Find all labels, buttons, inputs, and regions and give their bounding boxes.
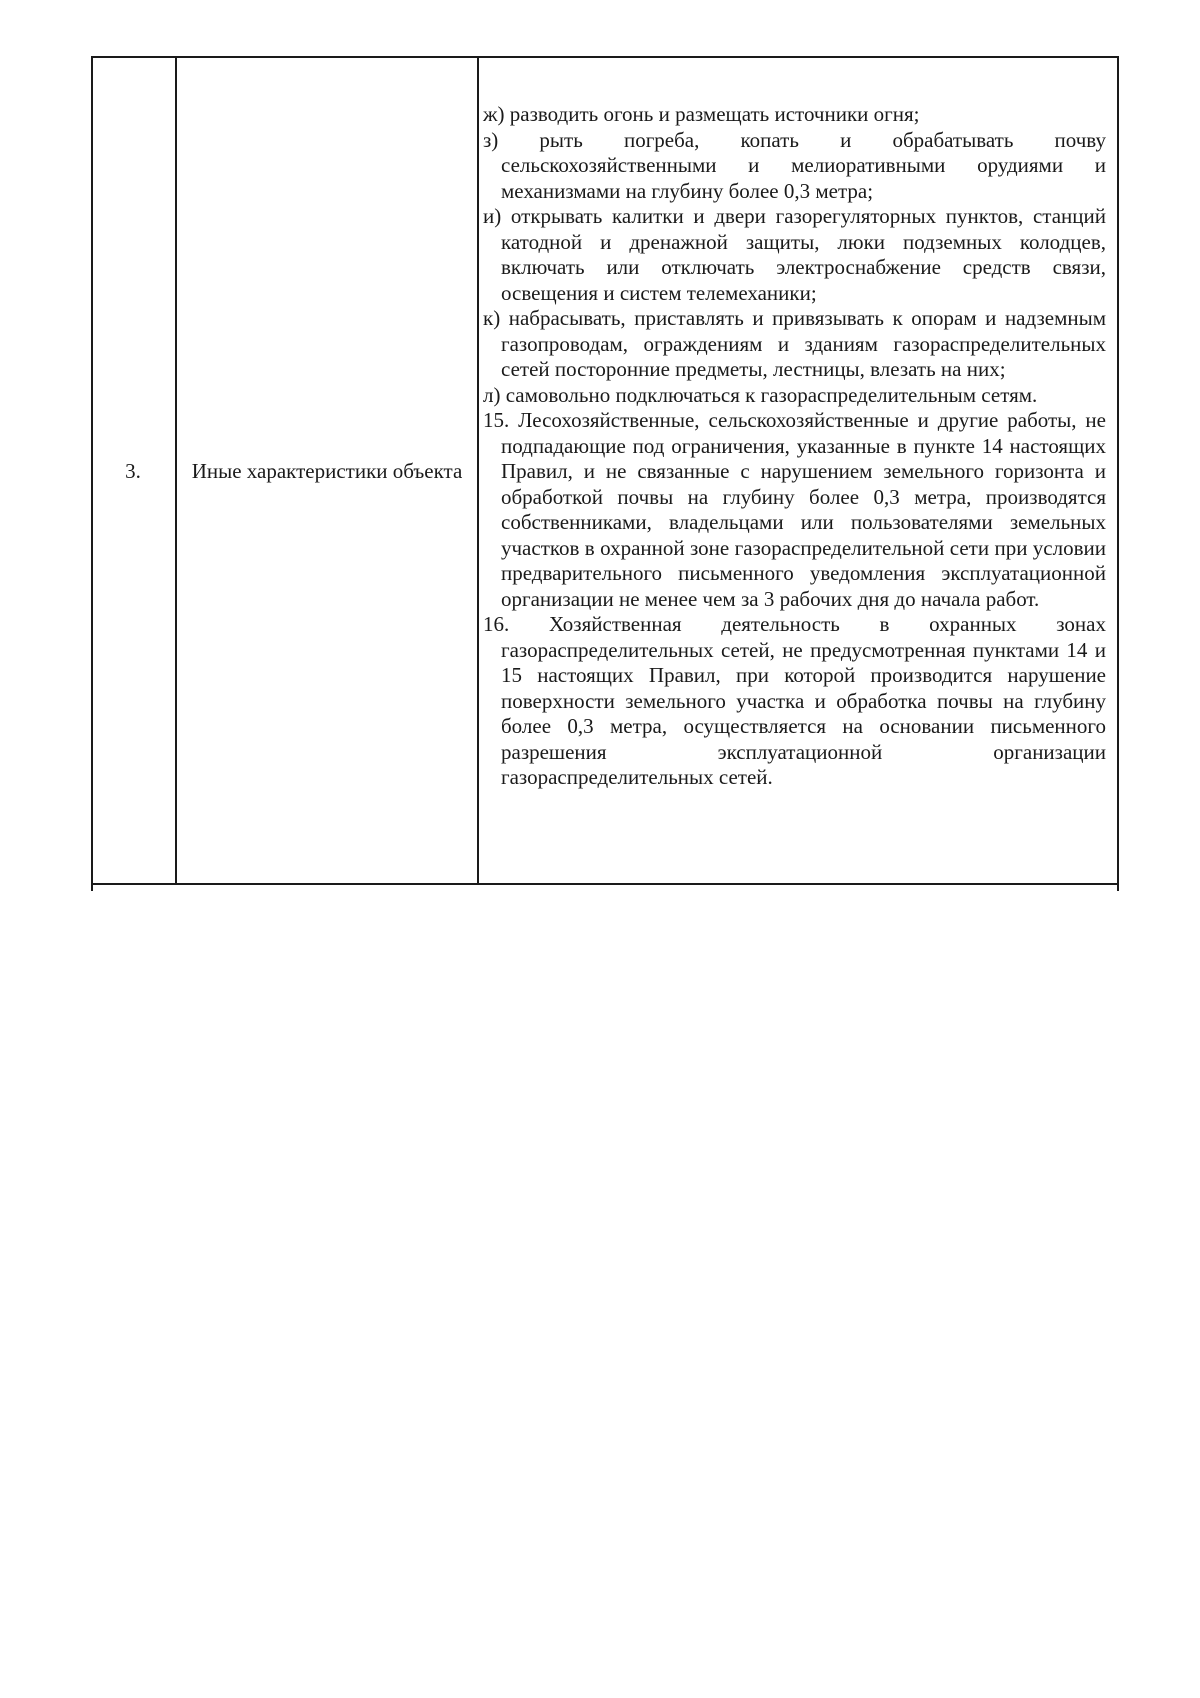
next-row-right-tick (1117, 883, 1119, 891)
table-bottom-border (91, 883, 1119, 885)
table-top-border (91, 56, 1119, 58)
paragraph-z: з) рыть погреба, копать и обрабатывать почву сельскохозяйственными и мелиоративными орудиями и механизмами на глубину более 0,3 метра; (483, 127, 1106, 203)
paragraph-i: и) открывать калитки и двери газорегуляторных пунктов, станций катодной и дренажной защиты, люки подземных колодцев, включать или отключать электроснабжение средств связи, освещения и систем телемеханики; (483, 204, 1106, 305)
paragraph-15: 15. Лесохозяйственные, сельскохозяйственные и другие работы, не подпадающие под ограничения, указанные в пункте 14 настоящих Правил, и не связанные с нарушением земельного горизонта и обработкой почвы на глубину более 0,3 метра, производятся собственниками, владельцами или пользователями земельных участков в охранной зоне газораспределительной сети при условии предварительного письменного уведомления эксплуатационной организации не менее чем за 3 рабочих дня до начала работ. (483, 408, 1106, 611)
row-number: 3. (125, 459, 141, 483)
paragraph-l: л) самовольно подключаться к газораспределительным сетям. (483, 382, 1038, 407)
paragraph-k: к) набрасывать, приставлять и привязывать к опорам и надземным газопроводам, ограждениям и зданиям газораспределительных сетей посторонние предметы, лестницы, влезать на них; (483, 306, 1106, 381)
table-column-divider-1 (175, 56, 177, 885)
table-right-border (1117, 56, 1119, 885)
table-column-divider-2 (477, 56, 479, 885)
row-label: Иные характеристики объекта (191, 459, 463, 483)
paragraph-16: 16. Хозяйственная деятельность в охранных зонах газораспределительных сетей, не предусмотренная пунктами 14 и 15 настоящих Правил, при которой производится нарушение поверхности земельного участка и обработка почвы на глубину более 0,3 метра, осуществляется на основании письменного разрешения эксплуатационной организации газораспределительных сетей. (483, 612, 1106, 789)
row-description (483, 102, 1106, 791)
paragraph-zh: ж) разводить огонь и размещать источники огня; (483, 102, 920, 126)
next-row-left-tick (91, 883, 93, 891)
